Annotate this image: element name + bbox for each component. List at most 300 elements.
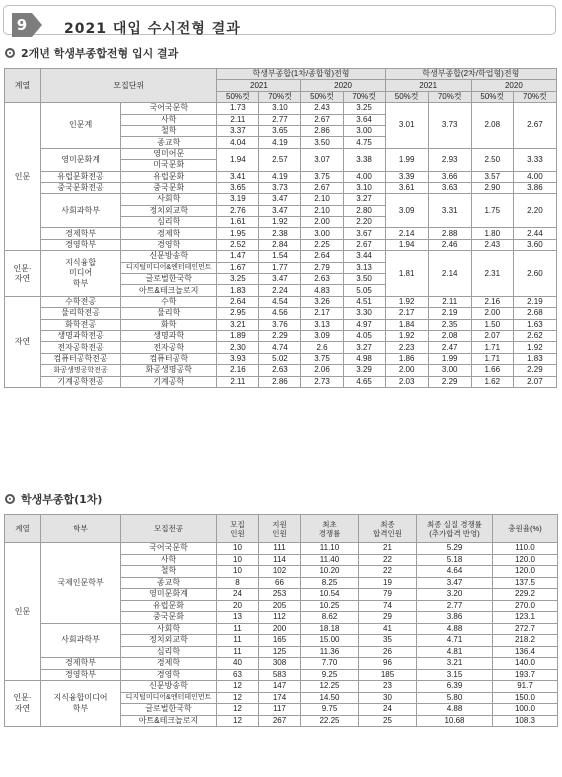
value-cell: 10.54 xyxy=(301,589,359,601)
header-jonghap-2: 학생부종합(2차/학업형)전형 xyxy=(385,69,556,80)
value-cell: 3.37 xyxy=(217,125,259,136)
value-cell: 35 xyxy=(359,635,417,647)
value-cell: 3.47 xyxy=(259,194,301,205)
value-cell: 3.20 xyxy=(417,589,493,601)
value-cell: 9.75 xyxy=(301,704,359,716)
value-cell: 3.64 xyxy=(343,114,385,125)
value-cell: 11.10 xyxy=(301,543,359,555)
value-cell: 3.39 xyxy=(385,171,428,182)
major-cell: 미국문화 xyxy=(121,160,217,171)
unit-cell: 사회과학부 xyxy=(41,623,121,658)
value-cell: 23 xyxy=(359,681,417,693)
value-cell: 2.14 xyxy=(428,251,471,297)
value-cell: 2.77 xyxy=(259,114,301,125)
major-cell: 디지털미디어&엔터테인먼트 xyxy=(121,692,217,704)
value-cell: 3.60 xyxy=(513,239,556,250)
header-year: 2020 xyxy=(471,80,556,91)
major-cell: 아트&테크놀로지 xyxy=(121,715,217,727)
chapter-header xyxy=(3,5,556,35)
value-cell: 3.47 xyxy=(259,274,301,285)
major-cell: 사학 xyxy=(121,114,217,125)
value-cell: 110.0 xyxy=(493,543,558,555)
value-cell: 30 xyxy=(359,692,417,704)
unit-cell: 컴퓨터공학전공 xyxy=(41,353,121,364)
value-cell: 4.04 xyxy=(217,137,259,148)
value-cell: 4.71 xyxy=(417,635,493,647)
value-cell: 66 xyxy=(259,577,301,589)
value-cell: 3.93 xyxy=(217,353,259,364)
header-unit: 모집단위 xyxy=(41,69,217,103)
value-cell: 2.38 xyxy=(259,228,301,239)
major-cell: 화학 xyxy=(121,319,217,330)
value-cell: 15.00 xyxy=(301,635,359,647)
major-cell: 글로벌한국학 xyxy=(121,704,217,716)
value-cell: 79 xyxy=(359,589,417,601)
unit-cell: 국제인문학부 xyxy=(41,543,121,624)
first-round-results-table xyxy=(4,514,558,727)
value-cell: 12 xyxy=(217,681,259,693)
value-cell: 111 xyxy=(259,543,301,555)
value-cell: 1.77 xyxy=(259,262,301,273)
value-cell: 2.43 xyxy=(471,239,513,250)
value-cell: 2.24 xyxy=(259,285,301,296)
value-cell: 11.40 xyxy=(301,554,359,566)
header-jonghap-1: 학생부종합(1차/종합형)전형 xyxy=(217,69,385,80)
value-cell: 3.41 xyxy=(217,171,259,182)
gyeyeol-cell: 인문· 자연 xyxy=(5,681,41,727)
value-cell: 1.71 xyxy=(471,342,513,353)
value-cell: 147 xyxy=(259,681,301,693)
header-cell: 최종 실질 경쟁률 (추가합격 반영) xyxy=(417,515,493,543)
value-cell: 4.51 xyxy=(343,296,385,307)
value-cell: 2.29 xyxy=(513,365,556,376)
value-cell: 3.07 xyxy=(301,148,343,171)
value-cell: 7.70 xyxy=(301,658,359,670)
value-cell: 1.94 xyxy=(385,239,428,250)
value-cell: 193.7 xyxy=(493,669,558,681)
value-cell: 13 xyxy=(217,612,259,624)
header-year: 2021 xyxy=(217,80,301,91)
value-cell: 3.21 xyxy=(417,658,493,670)
major-cell: 아트&테크놀로지 xyxy=(121,285,217,296)
value-cell: 1.66 xyxy=(471,365,513,376)
major-cell: 중국문화 xyxy=(121,182,217,193)
value-cell: 2.6 xyxy=(301,342,343,353)
unit-cell: 화공생명공학전공 xyxy=(41,365,121,376)
value-cell: 3.27 xyxy=(343,342,385,353)
unit-cell: 화학전공 xyxy=(41,319,121,330)
value-cell: 1.71 xyxy=(471,353,513,364)
header-cell: 모집전공 xyxy=(121,515,217,543)
value-cell: 4.83 xyxy=(301,285,343,296)
value-cell: 2.07 xyxy=(471,330,513,341)
value-cell: 100.0 xyxy=(493,704,558,716)
value-cell: 14.50 xyxy=(301,692,359,704)
value-cell: 1.75 xyxy=(471,194,513,228)
value-cell: 9.25 xyxy=(301,669,359,681)
value-cell: 2.03 xyxy=(385,376,428,387)
value-cell: 3.50 xyxy=(343,274,385,285)
section-2-title: 학생부종합(1차) xyxy=(21,493,103,506)
header-cell: 지원 인원 xyxy=(259,515,301,543)
value-cell: 1.86 xyxy=(385,353,428,364)
unit-cell: 유럽문화전공 xyxy=(41,171,121,182)
header-cell: 학부 xyxy=(41,515,121,543)
value-cell: 5.80 xyxy=(417,692,493,704)
value-cell: 8 xyxy=(217,577,259,589)
value-cell: 10.25 xyxy=(301,600,359,612)
value-cell: 4.64 xyxy=(417,566,493,578)
value-cell: 3.86 xyxy=(513,182,556,193)
value-cell: 11.36 xyxy=(301,646,359,658)
value-cell: 41 xyxy=(359,623,417,635)
header-cut: 50%컷 xyxy=(385,91,428,102)
value-cell: 40 xyxy=(217,658,259,670)
value-cell: 229.2 xyxy=(493,589,558,601)
major-cell: 경제학 xyxy=(121,228,217,239)
value-cell: 3.75 xyxy=(301,171,343,182)
value-cell: 2.62 xyxy=(513,330,556,341)
value-cell: 3.13 xyxy=(301,319,343,330)
value-cell: 2.50 xyxy=(471,148,513,171)
value-cell: 3.63 xyxy=(428,182,471,193)
value-cell: 108.3 xyxy=(493,715,558,727)
two-year-results-table xyxy=(4,68,557,388)
value-cell: 1.92 xyxy=(385,330,428,341)
value-cell: 4.19 xyxy=(259,171,301,182)
value-cell: 8.25 xyxy=(301,577,359,589)
major-cell: 정치외교학 xyxy=(121,635,217,647)
value-cell: 1.95 xyxy=(217,228,259,239)
value-cell: 3.15 xyxy=(417,669,493,681)
unit-cell: 지식융합미디어 학부 xyxy=(41,681,121,727)
unit-cell: 수학전공 xyxy=(41,296,121,307)
unit-cell: 전자공학전공 xyxy=(41,342,121,353)
value-cell: 2.17 xyxy=(385,308,428,319)
header-cut: 70%컷 xyxy=(428,91,471,102)
value-cell: 2.76 xyxy=(217,205,259,216)
value-cell: 8.62 xyxy=(301,612,359,624)
major-cell: 유럽문화 xyxy=(121,171,217,182)
value-cell: 2.00 xyxy=(301,217,343,228)
value-cell: 125 xyxy=(259,646,301,658)
value-cell: 3.30 xyxy=(343,308,385,319)
value-cell: 3.44 xyxy=(343,251,385,262)
major-cell: 사학 xyxy=(121,554,217,566)
value-cell: 22.25 xyxy=(301,715,359,727)
value-cell: 2.79 xyxy=(301,262,343,273)
value-cell: 2.67 xyxy=(301,182,343,193)
gyeyeol-cell: 인문 xyxy=(5,543,41,681)
value-cell: 18.18 xyxy=(301,623,359,635)
value-cell: 2.64 xyxy=(217,296,259,307)
value-cell: 4.75 xyxy=(343,137,385,148)
unit-cell: 경영학부 xyxy=(41,669,121,681)
chapter-title: 2021 대입 수시전형 결과 xyxy=(64,21,241,37)
value-cell: 102 xyxy=(259,566,301,578)
value-cell: 4.88 xyxy=(417,623,493,635)
value-cell: 91.7 xyxy=(493,681,558,693)
value-cell: 174 xyxy=(259,692,301,704)
value-cell: 2.52 xyxy=(217,239,259,250)
value-cell: 2.11 xyxy=(217,114,259,125)
value-cell: 3.86 xyxy=(417,612,493,624)
value-cell: 2.25 xyxy=(301,239,343,250)
value-cell: 1.67 xyxy=(217,262,259,273)
major-cell: 글로벌한국학 xyxy=(121,274,217,285)
value-cell: 2.14 xyxy=(385,228,428,239)
value-cell: 1.92 xyxy=(259,217,301,228)
value-cell: 2.57 xyxy=(259,148,301,171)
chapter-arrow-icon xyxy=(32,13,42,37)
value-cell: 3.01 xyxy=(385,103,428,149)
value-cell: 140.0 xyxy=(493,658,558,670)
header-year: 2020 xyxy=(301,80,385,91)
value-cell: 136.4 xyxy=(493,646,558,658)
header-cut: 70%컷 xyxy=(259,91,301,102)
value-cell: 3.31 xyxy=(428,194,471,228)
major-cell: 유럽문화 xyxy=(121,600,217,612)
value-cell: 3.00 xyxy=(428,365,471,376)
value-cell: 1.61 xyxy=(217,217,259,228)
value-cell: 2.16 xyxy=(217,365,259,376)
header-cut: 50%컷 xyxy=(217,91,259,102)
value-cell: 2.19 xyxy=(428,308,471,319)
value-cell: 1.94 xyxy=(217,148,259,171)
unit-cell: 지식융합 미디어 학부 xyxy=(41,251,121,297)
major-cell: 생명과학 xyxy=(121,330,217,341)
value-cell: 63 xyxy=(217,669,259,681)
value-cell: 3.65 xyxy=(217,182,259,193)
value-cell: 2.19 xyxy=(513,296,556,307)
unit-cell: 물리학전공 xyxy=(41,308,121,319)
value-cell: 1.50 xyxy=(471,319,513,330)
gyeyeol-cell: 자연 xyxy=(5,296,41,387)
value-cell: 2.29 xyxy=(259,330,301,341)
major-cell: 영미문화계 xyxy=(121,589,217,601)
value-cell: 2.63 xyxy=(301,274,343,285)
major-cell: 철학 xyxy=(121,125,217,136)
unit-cell: 경제학부 xyxy=(41,658,121,670)
value-cell: 2.86 xyxy=(259,376,301,387)
major-cell: 전자공학 xyxy=(121,342,217,353)
value-cell: 3.21 xyxy=(217,319,259,330)
value-cell: 3.61 xyxy=(385,182,428,193)
value-cell: 4.19 xyxy=(259,137,301,148)
value-cell: 2.93 xyxy=(428,148,471,171)
value-cell: 583 xyxy=(259,669,301,681)
value-cell: 6.39 xyxy=(417,681,493,693)
value-cell: 1.92 xyxy=(513,342,556,353)
value-cell: 4.00 xyxy=(343,171,385,182)
value-cell: 1.63 xyxy=(513,319,556,330)
value-cell: 120.0 xyxy=(493,554,558,566)
value-cell: 1.99 xyxy=(385,148,428,171)
value-cell: 2.06 xyxy=(301,365,343,376)
value-cell: 3.09 xyxy=(385,194,428,228)
major-cell: 국어국문학 xyxy=(121,543,217,555)
unit-cell: 기계공학전공 xyxy=(41,376,121,387)
value-cell: 4.74 xyxy=(259,342,301,353)
value-cell: 3.26 xyxy=(301,296,343,307)
value-cell: 3.13 xyxy=(343,262,385,273)
value-cell: 150.0 xyxy=(493,692,558,704)
value-cell: 12 xyxy=(217,715,259,727)
value-cell: 3.67 xyxy=(343,228,385,239)
value-cell: 2.84 xyxy=(259,239,301,250)
major-cell: 중국문화 xyxy=(121,612,217,624)
major-cell: 신문방송학 xyxy=(121,251,217,262)
section-1-heading xyxy=(5,45,178,61)
value-cell: 5.18 xyxy=(417,554,493,566)
value-cell: 29 xyxy=(359,612,417,624)
value-cell: 123.1 xyxy=(493,612,558,624)
major-cell: 심리학 xyxy=(121,217,217,228)
value-cell: 1.99 xyxy=(428,353,471,364)
value-cell: 3.75 xyxy=(301,353,343,364)
unit-cell: 영미문화계 xyxy=(41,148,121,171)
gyeyeol-cell: 인문 xyxy=(5,103,41,251)
value-cell: 1.73 xyxy=(217,103,259,114)
value-cell: 25 xyxy=(359,715,417,727)
section-1-title: 2개년 학생부종합전형 입시 결과 xyxy=(21,47,179,60)
value-cell: 3.00 xyxy=(301,228,343,239)
value-cell: 2.77 xyxy=(417,600,493,612)
value-cell: 1.83 xyxy=(513,353,556,364)
value-cell: 2.10 xyxy=(301,205,343,216)
value-cell: 2.44 xyxy=(513,228,556,239)
value-cell: 3.09 xyxy=(301,330,343,341)
value-cell: 3.47 xyxy=(259,205,301,216)
value-cell: 253 xyxy=(259,589,301,601)
value-cell: 2.00 xyxy=(471,308,513,319)
value-cell: 1.83 xyxy=(217,285,259,296)
value-cell: 3.76 xyxy=(259,319,301,330)
unit-cell: 사회과학부 xyxy=(41,194,121,228)
value-cell: 20 xyxy=(217,600,259,612)
value-cell: 2.30 xyxy=(217,342,259,353)
value-cell: 3.25 xyxy=(343,103,385,114)
value-cell: 5.02 xyxy=(259,353,301,364)
value-cell: 10.68 xyxy=(417,715,493,727)
value-cell: 2.08 xyxy=(471,103,513,149)
value-cell: 218.2 xyxy=(493,635,558,647)
unit-cell: 경영학부 xyxy=(41,239,121,250)
value-cell: 1.80 xyxy=(471,228,513,239)
value-cell: 3.50 xyxy=(301,137,343,148)
major-cell: 정치외교학 xyxy=(121,205,217,216)
major-cell: 철학 xyxy=(121,566,217,578)
value-cell: 2.63 xyxy=(259,365,301,376)
value-cell: 2.16 xyxy=(471,296,513,307)
value-cell: 11 xyxy=(217,635,259,647)
value-cell: 10 xyxy=(217,543,259,555)
major-cell: 물리학 xyxy=(121,308,217,319)
major-cell: 신문방송학 xyxy=(121,681,217,693)
major-cell: 컴퓨터공학 xyxy=(121,353,217,364)
value-cell: 3.27 xyxy=(343,194,385,205)
value-cell: 3.65 xyxy=(259,125,301,136)
circle-bullet-icon xyxy=(5,48,15,58)
value-cell: 270.0 xyxy=(493,600,558,612)
major-cell: 경제학 xyxy=(121,658,217,670)
header-cut: 70%컷 xyxy=(513,91,556,102)
value-cell: 2.07 xyxy=(513,376,556,387)
value-cell: 2.86 xyxy=(301,125,343,136)
value-cell: 2.08 xyxy=(428,330,471,341)
value-cell: 2.43 xyxy=(301,103,343,114)
value-cell: 10.20 xyxy=(301,566,359,578)
value-cell: 1.84 xyxy=(385,319,428,330)
value-cell: 12 xyxy=(217,704,259,716)
value-cell: 5.05 xyxy=(343,285,385,296)
value-cell: 11 xyxy=(217,646,259,658)
major-cell: 사회학 xyxy=(121,623,217,635)
value-cell: 3.19 xyxy=(217,194,259,205)
header-cell: 최초 경쟁률 xyxy=(301,515,359,543)
value-cell: 3.47 xyxy=(417,577,493,589)
value-cell: 2.88 xyxy=(428,228,471,239)
major-cell: 기계공학 xyxy=(121,376,217,387)
header-cut: 70%컷 xyxy=(343,91,385,102)
value-cell: 3.57 xyxy=(471,171,513,182)
value-cell: 3.00 xyxy=(343,125,385,136)
unit-cell: 경제학부 xyxy=(41,228,121,239)
value-cell: 3.66 xyxy=(428,171,471,182)
header-year: 2021 xyxy=(385,80,471,91)
unit-cell: 중국문화전공 xyxy=(41,182,121,193)
value-cell: 12 xyxy=(217,692,259,704)
value-cell: 2.46 xyxy=(428,239,471,250)
major-cell: 종교학 xyxy=(121,137,217,148)
value-cell: 10 xyxy=(217,566,259,578)
value-cell: 2.80 xyxy=(343,205,385,216)
value-cell: 2.67 xyxy=(343,239,385,250)
value-cell: 267 xyxy=(259,715,301,727)
header-cell: 충원율(%) xyxy=(493,515,558,543)
value-cell: 24 xyxy=(217,589,259,601)
value-cell: 26 xyxy=(359,646,417,658)
circle-bullet-icon xyxy=(5,494,15,504)
value-cell: 4.97 xyxy=(343,319,385,330)
value-cell: 2.95 xyxy=(217,308,259,319)
value-cell: 2.20 xyxy=(513,194,556,228)
value-cell: 22 xyxy=(359,566,417,578)
value-cell: 12.25 xyxy=(301,681,359,693)
major-cell: 경영학 xyxy=(121,669,217,681)
value-cell: 3.33 xyxy=(513,148,556,171)
major-cell: 사회학 xyxy=(121,194,217,205)
header-cut: 50%컷 xyxy=(471,91,513,102)
value-cell: 10 xyxy=(217,554,259,566)
value-cell: 2.35 xyxy=(428,319,471,330)
value-cell: 4.88 xyxy=(417,704,493,716)
value-cell: 3.25 xyxy=(217,274,259,285)
value-cell: 22 xyxy=(359,554,417,566)
gyeyeol-cell: 인문· 자연 xyxy=(5,251,41,297)
value-cell: 96 xyxy=(359,658,417,670)
value-cell: 2.20 xyxy=(343,217,385,228)
value-cell: 2.67 xyxy=(301,114,343,125)
value-cell: 2.31 xyxy=(471,251,513,297)
major-cell: 종교학 xyxy=(121,577,217,589)
header-gyeyeol: 계열 xyxy=(5,69,41,103)
value-cell: 3.73 xyxy=(428,103,471,149)
value-cell: 2.00 xyxy=(385,365,428,376)
value-cell: 5.29 xyxy=(417,543,493,555)
value-cell: 205 xyxy=(259,600,301,612)
value-cell: 2.68 xyxy=(513,308,556,319)
